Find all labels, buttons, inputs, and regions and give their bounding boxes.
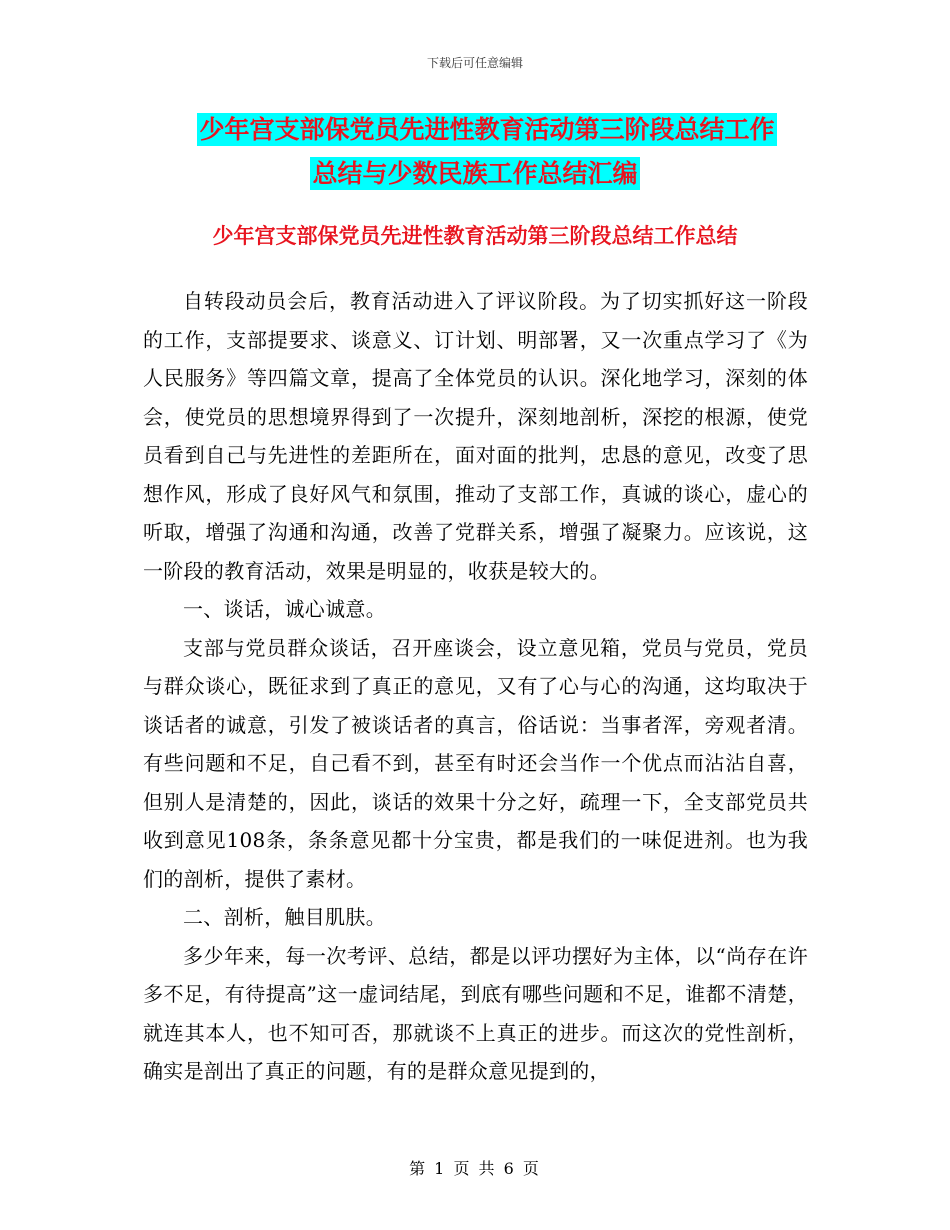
paragraph: 自转段动员会后，教育活动进入了评议阶段。为了切实抓好这一阶段的工作，支部提要求、谈意义、订计划、明部署，又一次重点学习了《为人民服务》等四篇文章，提高了全体党员的认识。深化地学习，深刻的体会，使党员的思想境界得到了一次提升，深刻地剖析，深挖的根源，使党员看到自己与先进性的差距所在，面对面的批判，忠恳的意见，改变了思想作风，形成了良好风气和氛围，推动了支部工作，真诚的谈心，虚心的听取，增强了沟通和沟通，改善了党群关系，增强了凝聚力。应该说，这一阶段的教育活动，效果是明显的，收获是较大的。 (143, 289, 808, 583)
paragraph: 支部与党员群众谈话，召开座谈会，设立意见箱，党员与党员，党员与群众谈心，既征求到了真正的意见，又有了心与心的沟通，这均取决于谈话者的诚意，引发了被谈话者的真言，俗话说：当事者浑，旁观者清。有些问题和不足，自己看不到，甚至有时还会当作一个优点而沾沾自喜，但别人是清楚的，因此，谈话的效果十分之好，疏理一下，全支部党员共收到意见108条，条条意见都十分宝贵，都是我们的一味促进剂。也为我们的剖析，提供了素材。 (143, 635, 808, 891)
page-footer: 第 1 页 共 6 页 (409, 1159, 541, 1178)
paragraph: 多少年来，每一次考评、总结，都是以评功摆好为主体，以“尚存在许多不足，有待提高”这一虚词结尾，到底有哪些问题和不足，谁都不清楚，就连其本人，也不知可否，那就谈不上真正的进步。而这次的党性剖析，确实是剖出了真正的问题，有的是群众意见提到的， (143, 943, 808, 1083)
section-title: 少年宫支部保党员先进性教育活动第三阶段总结工作总结 (212, 223, 738, 248)
subheading: 一、谈话，诚心诚意。 (183, 597, 386, 621)
subheading: 二、剖析，触目肌肤。 (183, 905, 386, 929)
document-title-line-1: 少年宫支部保党员先进性教育活动第三阶段总结工作 (199, 115, 775, 144)
document-title-line-2: 总结与少数民族工作总结汇编 (312, 159, 638, 188)
body-text (143, 282, 808, 1091)
header-note: 下载后可任意编辑 (426, 56, 523, 70)
